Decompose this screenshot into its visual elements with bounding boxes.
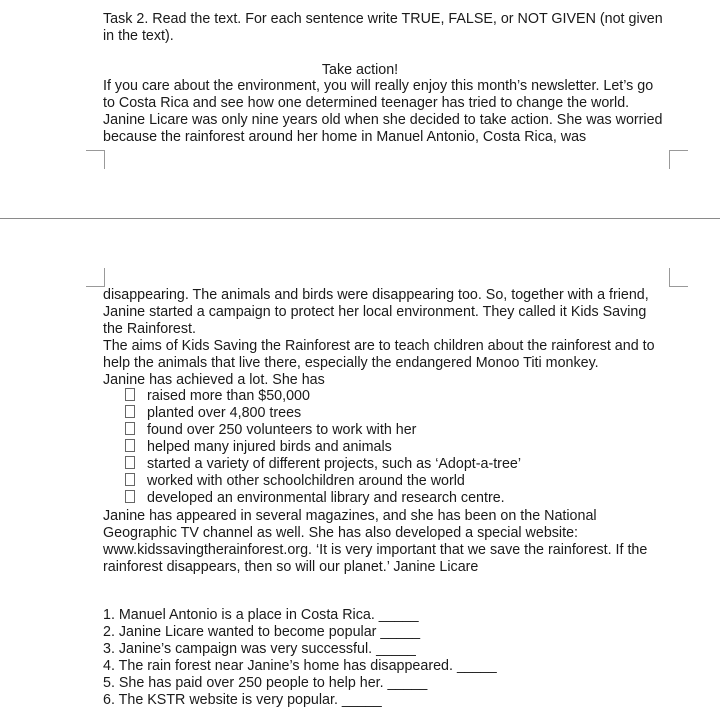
bullet-icon <box>125 456 135 469</box>
list-item: found over 250 volunteers to work with her <box>125 422 521 439</box>
bullet-icon <box>125 405 135 418</box>
margin-corner-mark <box>86 150 105 169</box>
question-item: 3. Janine’s campaign was very successful. _____ <box>103 641 416 657</box>
list-item: helped many injured birds and animals <box>125 439 521 456</box>
list-item: raised more than $50,000 <box>125 388 521 405</box>
margin-corner-mark <box>86 268 105 287</box>
bullet-icon <box>125 490 135 503</box>
article-title: Take action! <box>321 62 399 78</box>
task-heading: Task 2. Read the text. For each sentence write TRUE, FALSE, or NOT GIVEN (not given in the text). <box>103 11 663 44</box>
bullet-icon <box>125 473 135 486</box>
list-item: developed an environmental library and research centre. <box>125 490 521 507</box>
intro-paragraph: If you care about the environment, you will really enjoy this month’s newsletter. Let’s go to Costa Rica and see how one determined teenager has tried to change the world. Janine Licare was only nine years old when she decided to take action. She was worried because the rainforest around her home in Manuel Antonio, Costa Rica, was <box>103 78 663 145</box>
continued-paragraph: disappearing. The animals and birds were disappearing too. So, together with a friend, Janine started a campaign to protect her local environment. They called it Kids Saving the Rainforest. The aims of Kids Saving the Rainforest are to teach children about the rainforest and to help the animals that live there, especially the endangered Monoo Titi monkey. Janine has achieved a lot. She has <box>103 287 655 388</box>
question-item: 4. The rain forest near Janine’s home has disappeared. _____ <box>103 658 497 674</box>
margin-corner-mark <box>669 150 688 169</box>
question-item: 6. The KSTR website is very popular. _____ <box>103 692 382 708</box>
closing-paragraph: Janine has appeared in several magazines, and she has been on the National Geographic TV channel as well. She has also developed a special website: www.kidssavingtherainforest.org. ‘It is very important that we save the rainforest. If the rainforest disappears, then so will our planet.’ Janine Licare <box>103 508 648 575</box>
bullet-icon <box>125 439 135 452</box>
list-item: started a variety of different projects, such as ‘Adopt-a-tree’ <box>125 456 521 473</box>
bullet-icon <box>125 422 135 435</box>
list-item: planted over 4,800 trees <box>125 405 521 422</box>
achievements-list <box>125 388 521 507</box>
question-item: 2. Janine Licare wanted to become popular _____ <box>103 624 421 640</box>
list-item: worked with other schoolchildren around the world <box>125 473 521 490</box>
question-item: 1. Manuel Antonio is a place in Costa Rica. _____ <box>103 607 419 623</box>
bullet-icon <box>125 388 135 401</box>
questions-list <box>103 607 497 709</box>
margin-corner-mark <box>669 268 688 287</box>
question-item: 5. She has paid over 250 people to help her. _____ <box>103 675 428 691</box>
